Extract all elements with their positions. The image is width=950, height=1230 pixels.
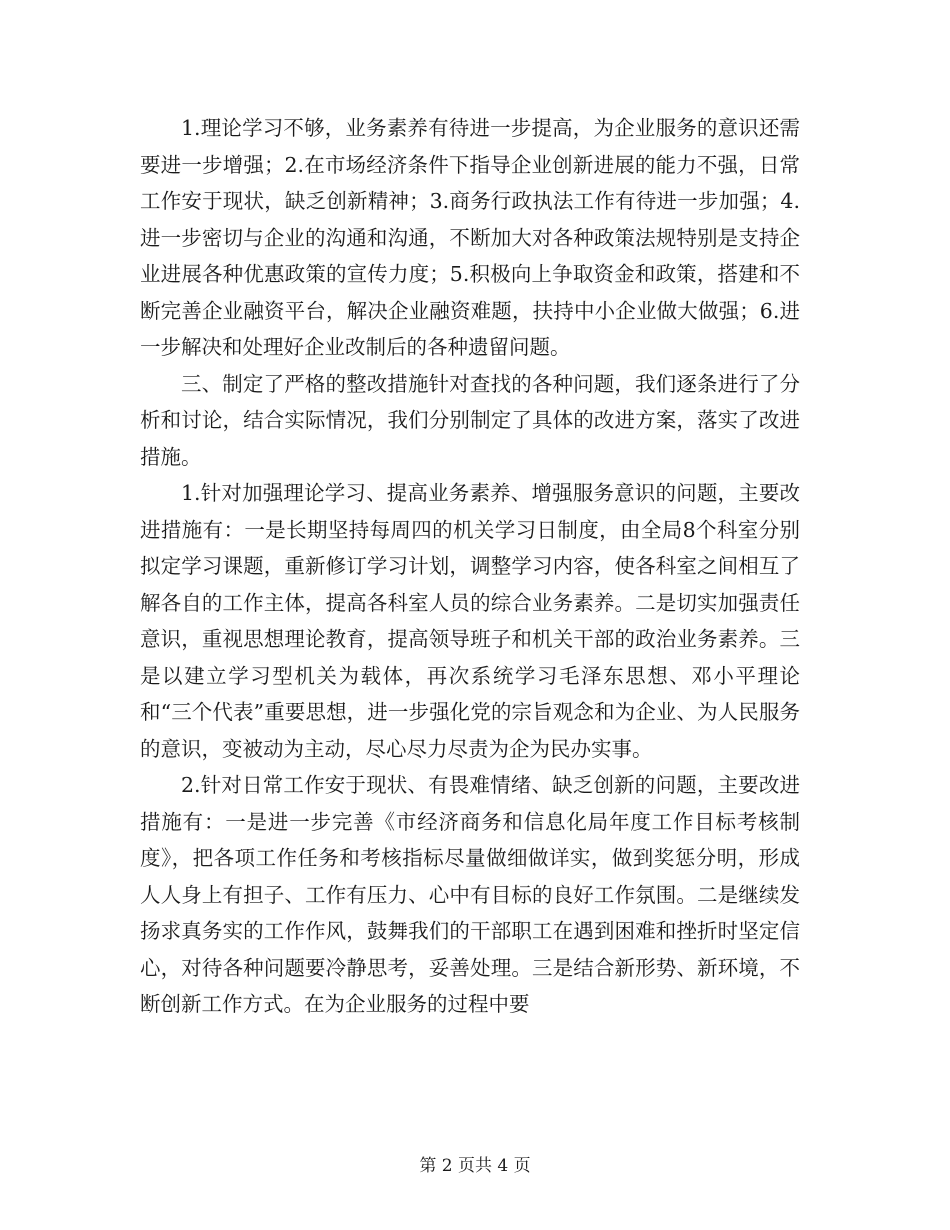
paragraph-measure-one: 1.针对加强理论学习、提高业务素养、增强服务意识的问题，主要改进措施有：一是长期坚持每周四的机关学习日制度，由全局8个科室分别拟定学习课题，重新修订学习计划，调整学习内容，使各科室之间相互了解各自的工作主体，提高各科室人员的综合业务素养。二是切实加强责任意识，重视思想理论教育，提高领导班子和机关干部的政治业务素养。三是以建立学习型机关为载体，再次系统学习毛泽东思想、邓小平理论和“三个代表”重要思想，进一步强化党的宗旨观念和为企业、为人民服务的意识，变被动为主动，尽心尽力尽责为企为民办实事。: [140, 481, 800, 761]
paragraph-section-three-heading: 三、制定了严格的整改措施针对查找的各种问题，我们逐条进行了分析和讨论，结合实际情况，我们分别制定了具体的改进方案，落实了改进措施。: [140, 371, 800, 469]
document-body: [140, 110, 800, 1023]
paragraph-problems-list: 1.理论学习不够，业务素养有待进一步提高，为企业服务的意识还需要进一步增强；2.在市场经济条件下指导企业创新进展的能力不强，日常工作安于现状，缺乏创新精神；3.商务行政执法工作有待进一步加强；4.进一步密切与企业的沟通和沟通，不断加大对各种政策法规特别是支持企业进展各种优惠政策的宣传力度；5.积极向上争取资金和政策，搭建和不断完善企业融资平台，解决企业融资难题，扶持中小企业做大做强；6.进一步解决和处理好企业改制后的各种遗留问题。: [140, 116, 800, 359]
page-number-footer: 第 2 页共 4 页: [419, 1156, 531, 1176]
paragraph-measure-two: 2.针对日常工作安于现状、有畏难情绪、缺乏创新的问题，主要改进措施有：一是进一步完善《市经济商务和信息化局年度工作目标考核制度》，把各项工作任务和考核指标尽量做细做详实，做到奖惩分明，形成人人身上有担子、工作有压力、心中有目标的良好工作氛围。二是继续发扬求真务实的工作作风，鼓舞我们的干部职工在遇到困难和挫折时坚定信心，对待各种问题要冷静思考，妥善处理。三是结合新形势、新环境，不断创新工作方式。在为企业服务的过程中要: [140, 773, 800, 1016]
